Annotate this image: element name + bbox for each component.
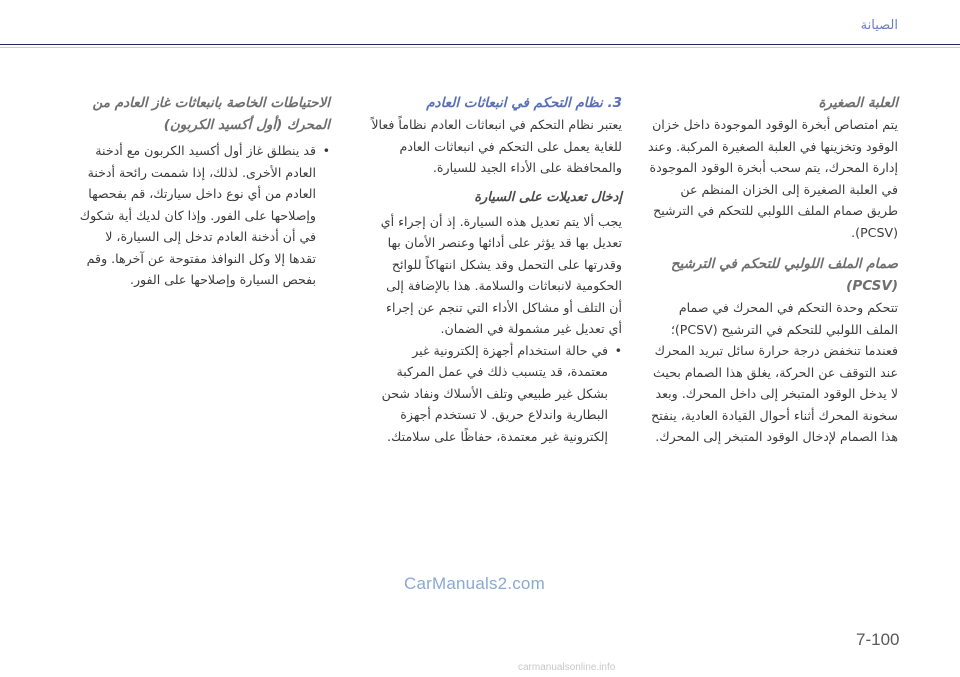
bullet-list-electronics bbox=[370, 340, 622, 448]
paragraph-emission-control: يعتبر نظام التحكم في انبعاثات العادم نظاماً فعالاً للغاية يعمل على التحكم في انبعاثات العادم والمحافظة على الأداء الجيد للسيارة. bbox=[371, 117, 622, 175]
paragraph-modifications: يجب ألا يتم تعديل هذه السيارة. إذ أن إجراء أي تعديل بها قد يؤثر على أدائها وعنصر الأمان بها وقدرتها على التحمل وقد يشكل انتهاكاً للوائح الحكومية لانبعاثات والسلامة. هذا بالإضافة إلى أن التلف أو مشاكل الأداء التي تنجم عن إجراء أي تعديل غير مشمولة في الضمان. bbox=[380, 213, 622, 336]
bullet-list-carbon-monoxide bbox=[78, 140, 330, 291]
bullet-carbon-monoxide: • قد ينطلق غاز أول أكسيد الكربون مع أدخنة العادم الأخرى. لذلك، إذا شممت رائحة أدخنة العادم من أي نوع داخل سيارتك، قم بفحصها وإصلاحها على الفور. وإذا كان لديك أية شكوك في أن أدخنة العادم تدخل إلى السيارة، لا تقدها إلا وكل النوافذ مفتوحة عن آخرها. وقم بفحص السيارة وإصلاحها على الفور. bbox=[78, 140, 316, 291]
heading-canister: العلبة الصغيرة bbox=[818, 95, 898, 111]
heading-emission-control: 3. نظام التحكم في انبعاثات العادم bbox=[426, 95, 622, 111]
watermark-logo: CarManuals2.com bbox=[404, 574, 545, 593]
footer-watermark: carmanualsonline.info bbox=[518, 662, 616, 673]
heading-carbon-monoxide: الاحتياطات الخاصة بانبعاثات غاز العادم من المحرك (أول أكسيد الكربون) bbox=[92, 95, 330, 133]
heading-modifications: إدخال تعديلات على السيارة bbox=[474, 189, 622, 205]
section-title: الصيانة bbox=[860, 18, 898, 33]
heading-pcsv: صمام الملف اللولبي للتحكم في الترشيح (PCSV) bbox=[670, 256, 898, 294]
page-number: 7-100 bbox=[856, 630, 900, 649]
paragraph-canister: يتم امتصاص أبخرة الوقود الموجودة داخل خزان الوقود وتخزينها في العلبة الصغيرة المركبة. وعند إدارة المحرك، يتم سحب أبخرة الوقود الموجودة في العلبة الصغيرة إلى الخزان المنظم عن طريق صمام الملف اللولبي للتحكم في الترشيح (PCSV). bbox=[647, 117, 898, 240]
bullet-electronics: • في حالة استخدام أجهزة إلكترونية غير معتمدة، قد يتسبب ذلك في عمل المركبة بشكل غير طبيعي وتلف الأسلاك ونفاد شحن البطارية واندلاع حريق. لا تستخدم أجهزة إلكترونية غير معتمدة، حفاظًا على سلامتك. bbox=[370, 340, 608, 448]
column-carbon-monoxide bbox=[78, 92, 330, 291]
paragraph-pcsv: تتحكم وحدة التحكم في المحرك في صمام الملف اللولبي للتحكم في الترشيح (PCSV)؛ فعندما تنخفض درجة حرارة سائل تبريد المحرك عند التوقف عن الحركة، يغلق هذا الصمام بحيث لا يدخل الوقود المتبخر إلى داخل المحرك. وبعد سخونة المحرك أثناء أحوال القيادة العادية، ينفتح هذا الصمام لإدخال الوقود المتبخر إلى المحرك. bbox=[651, 300, 898, 444]
header-rule-secondary bbox=[0, 47, 960, 48]
column-canister bbox=[646, 92, 898, 448]
header-rule bbox=[0, 44, 960, 45]
column-emission-control bbox=[370, 92, 622, 447]
